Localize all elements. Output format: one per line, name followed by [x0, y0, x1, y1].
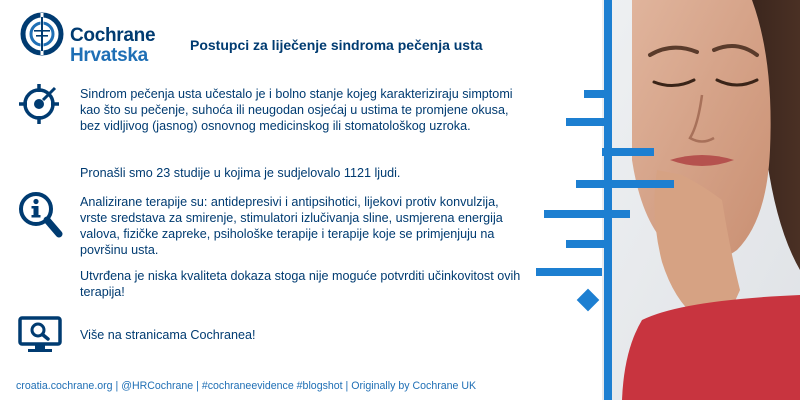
conclusion-paragraph: Utvrđena je niska kvaliteta dokaza stoga nije moguće potvrditi učinkovitost ovih terapija! — [80, 269, 521, 299]
footer-links: croatia.cochrane.org | @HRCochrane | #cochraneevidence #blogshot | Originally by Cochrane UK — [16, 380, 477, 392]
description-paragraph: Sindrom pečenja usta učestalo je i bolno stanje kojeg karakteriziraju simptomi kao što su pečenje, suhoća ili neugodan osjećaj u ustima te promjene okusa, bez vidljivog (jasnog) osnovnog medicinskog ili stomatološkog uzroka. — [80, 87, 513, 133]
studies-paragraph: Pronašli smo 23 studije u kojima je sudjelovalo 1121 ljudi. — [80, 166, 401, 180]
more-info-link[interactable]: Više na stranicama Cochranea! — [80, 328, 256, 342]
logo-text-cochrane: Cochrane — [70, 25, 156, 46]
therapies-paragraph: Analizirane terapije su: antidepresivi i antipsihotici, lijekovi protiv konvulzija, vrste sredstava za smirenje, stimulatori izlučivanja sline, usmjerena energija valova, fizičke zapreke, psihološke terapije i terapije koje se primjenjuju na površinu usta. — [80, 195, 503, 257]
page-title: Postupci za liječenje sindroma pečenja usta — [190, 37, 483, 53]
logo-text-hrvatska: Hrvatska — [70, 45, 148, 66]
